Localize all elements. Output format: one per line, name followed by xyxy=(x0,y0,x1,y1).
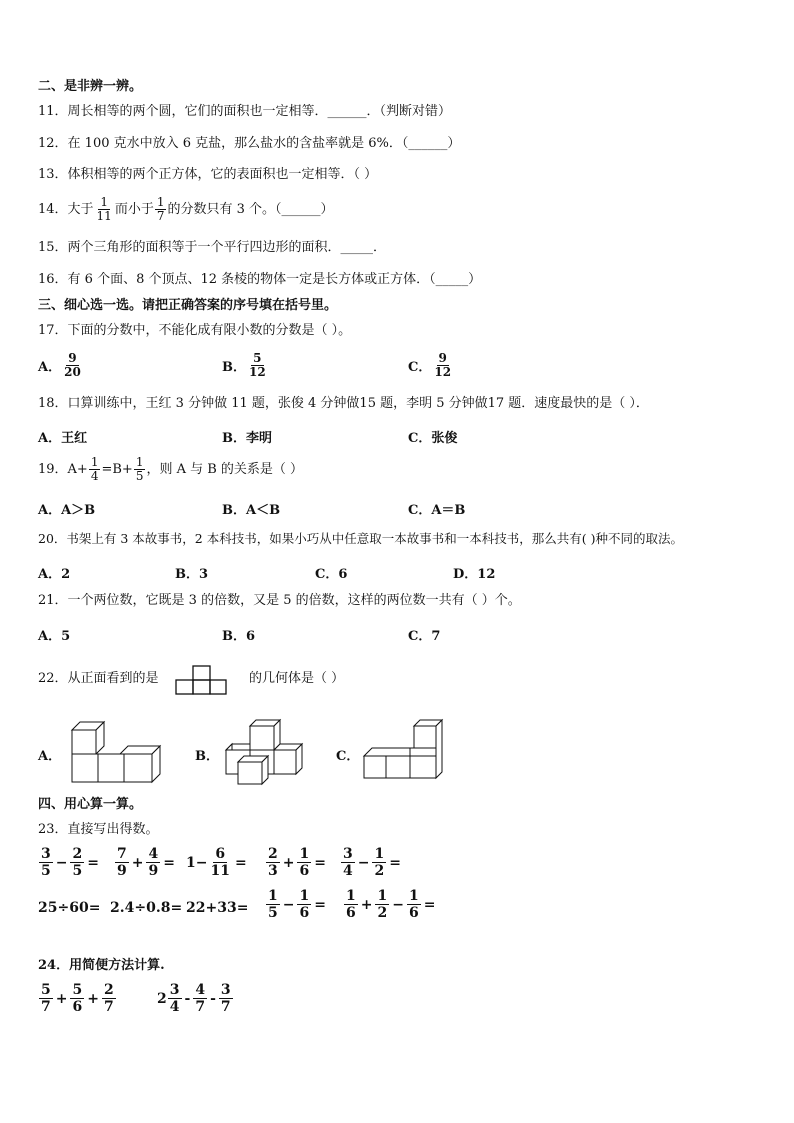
q21-option-a[interactable]: A．5 xyxy=(38,629,71,644)
q22-option-b-solid xyxy=(222,716,304,786)
q23-expr-7: 2.4÷0.8= xyxy=(110,900,183,916)
q23-expr-9-fraction-2: $\frac{1}{6}$ xyxy=(299,888,310,921)
q22-option-b[interactable]: B． xyxy=(195,749,219,764)
question-23-title: 23．直接写出得数。 xyxy=(38,822,159,837)
q24-expr-1: $\frac{5}{7}$ + $\frac{5}{6}$ + $\frac{2}{7}$ xyxy=(41,982,114,1015)
q18-option-c[interactable]: C．张俊 xyxy=(408,431,458,446)
q19-option-b[interactable]: B．A＜B xyxy=(222,503,281,518)
question-21: 21．一个两位数，它既是 3 的倍数，又是 5 的倍数，这样的两位数一共有（ ）个。 xyxy=(38,593,521,608)
q18-option-a[interactable]: A．王红 xyxy=(38,431,88,446)
q14-fraction-2: $\frac{1}{7}$ xyxy=(156,195,165,223)
q23-expr-4: $\frac{2}{3}$ + $\frac{1}{6}$ = xyxy=(268,846,326,879)
q18-option-b[interactable]: B．李明 xyxy=(222,431,272,446)
q22-option-a-solid xyxy=(68,720,164,784)
question-18: 18．口算训练中，王红 3 分钟做 11 题，张俊 4 分钟做15 题，李明 5 分钟做17 题．速度最快的是（ ）． xyxy=(38,396,649,411)
q24-expr-2-fraction-3: $\frac{3}{7}$ xyxy=(220,982,231,1015)
q17-option-a[interactable]: A． $\frac{9}{20}$ xyxy=(38,351,81,379)
section-3-heading: 三、细心选一选。请把正确答案的序号填在括号里。 xyxy=(38,298,338,313)
q17-option-b[interactable]: B． $\frac{5}{12}$ xyxy=(222,351,266,379)
question-20: 20．书架上有 3 本故事书，2 本科技书，如果小巧从中任意取一本故事书和一本科技书，那么共有( )种不同的取法。 xyxy=(38,531,683,546)
q23-expr-8: 22+33= xyxy=(186,900,249,916)
q23-expr-1-fraction-1: $\frac{3}{5}$ xyxy=(41,846,51,879)
q24-expr-1-fraction-3: $\frac{2}{7}$ xyxy=(103,982,114,1015)
q21-option-c[interactable]: C．7 xyxy=(408,629,441,644)
q22-option-c[interactable]: C． xyxy=(336,749,360,764)
q24-expr-1-fraction-2: $\frac{5}{6}$ xyxy=(72,982,83,1015)
question-11: 11．周长相等的两个圆，它们的面积也一定相等．______．（判断对错） xyxy=(38,104,452,119)
q14-prefix: 14．大于 xyxy=(38,201,94,217)
q14-fraction-1: $\frac{1}{11}$ xyxy=(96,195,112,223)
q23-expr-2-fraction-2: $\frac{4}{9}$ xyxy=(148,846,159,879)
q24-expr-2: 2 $\frac{3}{4}$ - $\frac{4}{7}$ - $\frac{3}{7}$ xyxy=(157,982,231,1015)
question-24-title: 24．用简便方法计算. xyxy=(38,958,165,973)
q23-expr-5-fraction-2: $\frac{1}{2}$ xyxy=(374,846,385,879)
question-19: 19．A+ $\frac{1}{4}$ =B+ $\frac{1}{5}$ ，则 A 与 B 的关系是（ ） xyxy=(38,455,304,483)
question-22-suffix: 的几何体是（ ） xyxy=(249,671,345,686)
q23-expr-10-fraction-3: $\frac{1}{6}$ xyxy=(408,888,419,921)
q23-expr-1: $\frac{3}{5}$ − $\frac{2}{5}$ = xyxy=(41,846,99,879)
q14-mid: 而小于 xyxy=(114,201,154,217)
q23-expr-10: $\frac{1}{6}$ + $\frac{1}{2}$ − $\frac{1}{6}$ = xyxy=(346,888,436,921)
section-4-heading: 四、用心算一算。 xyxy=(38,797,143,812)
question-12: 12．在 100 克水中放入 6 克盐，那么盐水的含盐率就是 6%．（______） xyxy=(38,136,461,151)
q23-expr-1-fraction-2: $\frac{2}{5}$ xyxy=(72,846,83,879)
q22-option-c-solid xyxy=(362,716,446,782)
question-15: 15．两个三角形的面积等于一个平行四边形的面积．_____． xyxy=(38,240,387,255)
q23-expr-9: $\frac{1}{5}$ − $\frac{1}{6}$ = xyxy=(268,888,326,921)
q23-expr-4-fraction-2: $\frac{1}{6}$ xyxy=(299,846,310,879)
q17-option-c[interactable]: C． $\frac{9}{12}$ xyxy=(408,351,452,379)
q20-option-b[interactable]: B．3 xyxy=(175,567,209,582)
q23-expr-5: $\frac{3}{4}$ − $\frac{1}{2}$ = xyxy=(343,846,401,879)
q20-option-a[interactable]: A．2 xyxy=(38,567,71,582)
q19-option-c[interactable]: C．A＝B xyxy=(408,503,466,518)
q23-expr-2-fraction-1: $\frac{7}{9}$ xyxy=(117,846,127,879)
q14-suffix: 的分数只有 3 个。（______） xyxy=(167,201,334,217)
q24-expr-1-fraction-1: $\frac{5}{7}$ xyxy=(41,982,51,1015)
question-22-prefix: 22．从正面看到的是 xyxy=(38,671,159,686)
q19-option-a[interactable]: A．A＞B xyxy=(38,503,96,518)
q23-expr-3-fraction-1: $\frac{6}{11}$ xyxy=(210,846,230,879)
q24-expr-2-fraction-1: $\frac{3}{4}$ xyxy=(169,982,180,1015)
q23-expr-6: 25÷60= xyxy=(38,900,101,916)
section-2-heading: 二、是非辨一辨。 xyxy=(38,79,143,94)
question-17: 17．下面的分数中，不能化成有限小数的分数是（ ）。 xyxy=(38,323,352,338)
q20-option-c[interactable]: C．6 xyxy=(315,567,348,582)
q23-expr-10-fraction-2: $\frac{1}{2}$ xyxy=(377,888,388,921)
question-14 xyxy=(38,196,334,223)
q23-expr-2: $\frac{7}{9}$ + $\frac{4}{9}$ = xyxy=(117,846,175,879)
q20-option-d[interactable]: D．12 xyxy=(453,567,496,582)
q22-option-a[interactable]: A． xyxy=(38,749,62,764)
front-view-figure xyxy=(175,664,227,696)
q24-expr-2-fraction-2: $\frac{4}{7}$ xyxy=(195,982,206,1015)
q21-option-b[interactable]: B．6 xyxy=(222,629,256,644)
question-13: 13．体积相等的两个正方体，它的表面积也一定相等．（ ） xyxy=(38,167,378,182)
q23-expr-10-fraction-1: $\frac{1}{6}$ xyxy=(346,888,356,921)
question-16: 16．有 6 个面、8 个顶点、12 条棱的物体一定是长方体或正方体．（_____） xyxy=(38,272,482,287)
q23-expr-3: 1− $\frac{6}{11}$ = xyxy=(186,846,247,879)
q23-expr-5-fraction-1: $\frac{3}{4}$ xyxy=(343,846,353,879)
q23-expr-9-fraction-1: $\frac{1}{5}$ xyxy=(268,888,278,921)
q23-expr-4-fraction-1: $\frac{2}{3}$ xyxy=(268,846,278,879)
